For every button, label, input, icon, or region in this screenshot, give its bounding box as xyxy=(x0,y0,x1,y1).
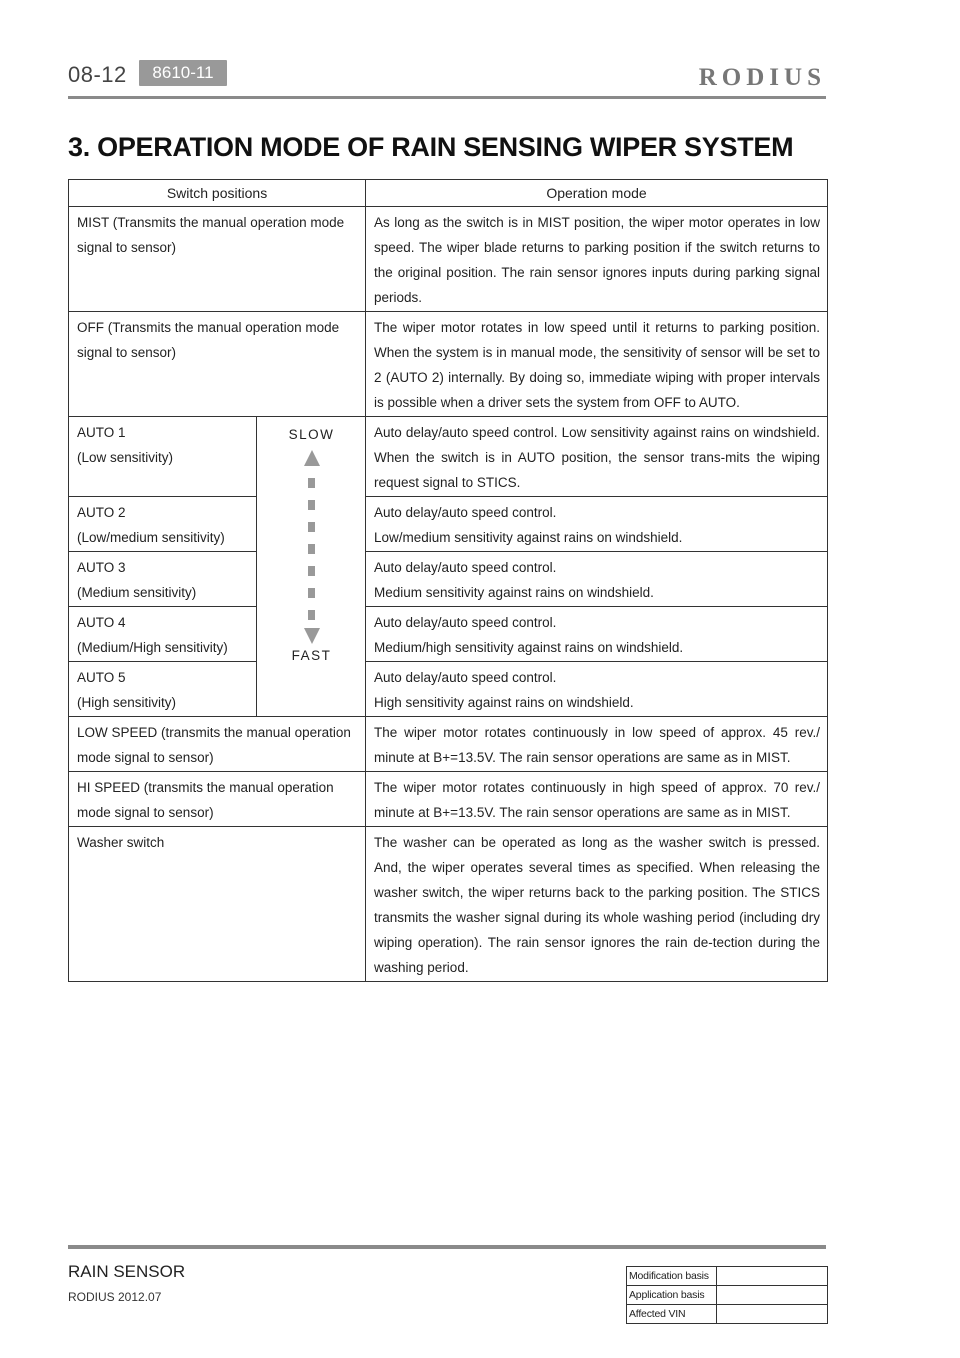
mode-sensitivity: Low/medium sensitivity against rains on windshield. xyxy=(374,530,683,545)
scale-bar xyxy=(308,610,315,620)
affected-vin-value xyxy=(717,1305,828,1324)
table-row xyxy=(69,417,828,497)
modification-basis-label: Modification basis xyxy=(627,1267,717,1286)
scale-bar xyxy=(308,588,315,598)
operation-mode-table xyxy=(68,179,828,982)
scale-bar xyxy=(308,478,315,488)
page-title: 3. OPERATION MODE OF RAIN SENSING WIPER SYSTEM xyxy=(68,132,794,162)
mode-cell: The washer can be operated as long as the washer switch is pressed. And, the wiper operates several times as specified. When releasing the washer switch, the wiper returns back to the parking position. The STICS transmits the washer signal during its whole washing period (including dry wiping operation). The rain sensor ignores the rain de-tection during the washing period. xyxy=(366,827,828,982)
mode-text: Auto delay/auto speed control. xyxy=(374,560,557,575)
table-row xyxy=(69,207,828,312)
section-name: RAIN SENSOR xyxy=(68,1262,186,1281)
table-row xyxy=(69,662,828,717)
scale-bar xyxy=(308,544,315,554)
modification-table xyxy=(626,1266,828,1324)
mode-text: Auto delay/auto speed control. xyxy=(374,615,557,630)
page-number: 08-12 xyxy=(68,62,127,87)
mode-cell: The wiper motor rotates continuously in low speed of approx. 45 rev./ minute at B+=13.5V. The rain sensor operations are same as in MIST. xyxy=(366,717,828,772)
mode-sensitivity: Medium sensitivity against rains on windshield. xyxy=(374,585,654,600)
switch-cell: OFF (Transmits the manual operation mode signal to sensor) xyxy=(69,312,366,417)
switch-cell xyxy=(69,497,257,552)
modification-basis-value xyxy=(717,1267,828,1286)
mode-cell xyxy=(366,497,828,552)
mode-cell xyxy=(366,552,828,607)
footer-divider xyxy=(68,1245,826,1249)
table-row xyxy=(69,717,828,772)
application-basis-value xyxy=(717,1286,828,1305)
switch-label: AUTO 3 xyxy=(77,560,126,575)
application-basis-label: Application basis xyxy=(627,1286,717,1305)
column-header-mode: Operation mode xyxy=(366,180,828,207)
mode-sensitivity: Medium/high sensitivity against rains on windshield. xyxy=(374,640,684,655)
brand-logo: RODIUS xyxy=(698,64,826,91)
switch-cell: LOW SPEED (transmits the manual operation mode signal to sensor) xyxy=(69,717,366,772)
model-date: RODIUS 2012.07 xyxy=(68,1290,162,1304)
table-row xyxy=(69,827,828,982)
mode-cell xyxy=(366,607,828,662)
mode-cell: The wiper motor rotates in low speed until it returns to parking position. When the system is in manual mode, the sensitivity of sensor will be set to 2 (AUTO 2) internally. By doing so, immediate wiping with proper intervals is possible when a driver sets the system from OFF to AUTO. xyxy=(366,312,828,417)
mode-cell: Auto delay/auto speed control. Low sensitivity against rains on windshield. When the switch is in AUTO position, the sensor trans-mits the wiping request signal to STICS. xyxy=(366,417,828,497)
table-row xyxy=(627,1286,828,1305)
table-row xyxy=(69,552,828,607)
switch-sensitivity: (High sensitivity) xyxy=(77,695,177,710)
table-row xyxy=(627,1267,828,1286)
switch-cell xyxy=(69,552,257,607)
switch-cell: Washer switch xyxy=(69,827,366,982)
scale-bar xyxy=(308,500,315,510)
table-row xyxy=(627,1305,828,1324)
table-row xyxy=(69,772,828,827)
header-divider xyxy=(68,96,826,99)
arrow-up-icon xyxy=(304,450,320,466)
scale-bar xyxy=(308,566,315,576)
table-row xyxy=(69,312,828,417)
table-row xyxy=(69,497,828,552)
mode-text: Auto delay/auto speed control. xyxy=(374,505,557,520)
switch-sensitivity: (Low sensitivity) xyxy=(77,450,174,465)
mode-cell xyxy=(366,662,828,717)
mode-cell: As long as the switch is in MIST position, the wiper motor operates in low speed. The wiper blade returns to parking position if the switch returns to the original position. The rain sensor ignores inputs during parking signal periods. xyxy=(366,207,828,312)
table-header-row xyxy=(69,180,828,207)
switch-sensitivity: (Low/medium sensitivity) xyxy=(77,530,225,545)
switch-label: AUTO 2 xyxy=(77,505,126,520)
section-code-badge: 8610-11 xyxy=(139,60,227,86)
switch-label: AUTO 4 xyxy=(77,615,126,630)
arrow-down-icon xyxy=(304,628,320,644)
fast-label: FAST xyxy=(291,648,332,663)
mode-text: Auto delay/auto speed control. xyxy=(374,670,557,685)
switch-cell: MIST (Transmits the manual operation mode signal to sensor) xyxy=(69,207,366,312)
table-row xyxy=(69,607,828,662)
switch-label: AUTO 1 xyxy=(77,425,126,440)
switch-cell xyxy=(69,607,257,662)
affected-vin-label: Affected VIN xyxy=(627,1305,717,1324)
switch-sensitivity: (Medium/High sensitivity) xyxy=(77,640,228,655)
speed-indicator xyxy=(257,417,366,717)
switch-sensitivity: (Medium sensitivity) xyxy=(77,585,197,600)
switch-label: AUTO 5 xyxy=(77,670,126,685)
scale-bar xyxy=(308,522,315,532)
mode-sensitivity: High sensitivity against rains on windshield. xyxy=(374,695,634,710)
slow-label: SLOW xyxy=(288,427,335,442)
column-header-switch: Switch positions xyxy=(69,180,366,207)
switch-cell xyxy=(69,417,257,497)
switch-cell: HI SPEED (transmits the manual operation mode signal to sensor) xyxy=(69,772,366,827)
mode-cell: The wiper motor rotates continuously in high speed of approx. 70 rev./ minute at B+=13.5V. The rain sensor operations are same as in MIST. xyxy=(366,772,828,827)
switch-cell xyxy=(69,662,257,717)
